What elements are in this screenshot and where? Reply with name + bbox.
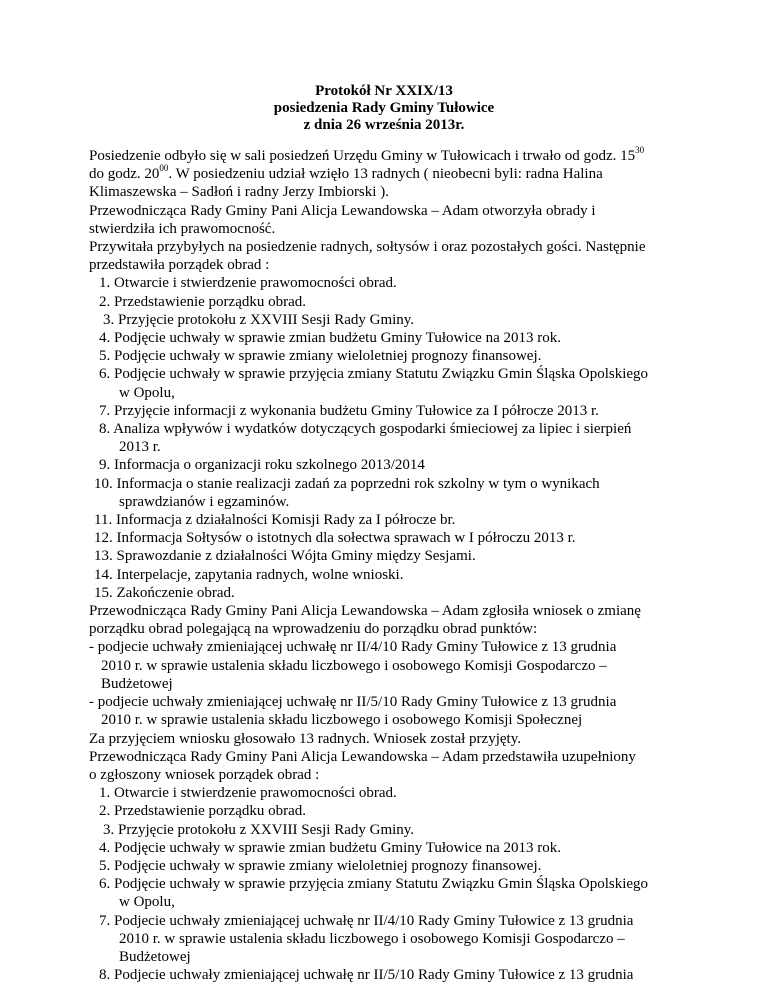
document-date: z dnia 26 września 2013r. [303, 117, 465, 133]
agenda2-item: 3. Przyjęcie protokołu z XXVIII Sesji Rady Gminy. [103, 821, 415, 838]
agenda1-item: 1. Otwarcie i stwierdzenie prawomocności obrad. [99, 275, 397, 292]
agenda1-item: 2. Przedstawienie porządku obrad. [99, 293, 307, 310]
motion-line: Za przyjęciem wniosku głosowało 13 radnych. Wniosek został przyjęty. [89, 730, 521, 747]
document-title: Protokół Nr XXIX/13 [315, 83, 453, 99]
intro-line: do godz. $20^{00}$. W posiedzeniu udział wzięło 13 radnych ( nieobecni byli: radna Halina [89, 163, 603, 183]
intro-line: przedstawiła porządek obrad : [89, 257, 270, 274]
agenda1-item: 5. Podjęcie uchwały w sprawie zmiany wieloletniej prognozy finansowej. [99, 348, 542, 365]
motion-line: porządku obrad polegającą na wprowadzeniu do porządku obrad punktów: [89, 621, 538, 638]
intro-line: Przewodnicząca Rady Gminy Pani Alicja Lewandowska – Adam otworzyła obrady i [89, 202, 596, 219]
motion-line: - podjecie uchwały zmieniającej uchwałę nr II/4/10 Rady Gminy Tułowice z 13 grudnia [89, 639, 617, 656]
agenda2-item: Budżetowej [119, 948, 191, 965]
motion-line: - podjecie uchwały zmieniającej uchwałę nr II/5/10 Rady Gminy Tułowice z 13 grudnia [89, 694, 617, 711]
agenda1-item: 15. Zakończenie obrad. [94, 584, 235, 601]
agenda2-item: 7. Podjecie uchwały zmieniającej uchwałę nr II/4/10 Rady Gminy Tułowice z 13 grudnia [99, 912, 634, 929]
agenda1-item: 13. Sprawozdanie z działalności Wójta Gminy między Sesjami. [94, 548, 476, 565]
agenda2-item: 4. Podjęcie uchwały w sprawie zmian budżetu Gminy Tułowice na 2013 rok. [99, 839, 561, 856]
agenda1-item: sprawdzianów i egzaminów. [119, 493, 290, 510]
intro-line: Przywitała przybyłych na posiedzenie radnych, sołtysów i oraz pozostałych gości. Następnie [89, 239, 646, 256]
agenda2-item: 1. Otwarcie i stwierdzenie prawomocności obrad. [99, 785, 397, 802]
motion-line: Budżetowej [101, 675, 173, 692]
motion-line: Przewodnicząca Rady Gminy Pani Alicja Lewandowska – Adam przedstawiła uzupełniony [89, 748, 636, 765]
agenda2-item: w Opolu, [119, 894, 175, 911]
document-body [89, 147, 689, 984]
agenda2-item: 6. Podjęcie uchwały w sprawie przyjęcia zmiany Statutu Związku Gmin Śląska Opolskiego [99, 876, 649, 893]
intro-line: Klimaszewska – Sadłoń i radny Jerzy Imbiorski ). [89, 184, 389, 201]
document-subtitle: posiedzenia Rady Gminy Tułowice [273, 100, 495, 116]
agenda1-item: 9. Informacja o organizacji roku szkolnego 2013/2014 [99, 457, 425, 474]
intro-line: Posiedzenie odbyło się w sali posiedzeń Urzędu Gminy w Tułowicach i trwało od godz. $15^{30}$ [89, 145, 645, 164]
agenda1-item: 7. Przyjęcie informacji z wykonania budżetu Gminy Tułowice za I półrocze 2013 r. [99, 402, 599, 419]
agenda2-item: 2010 r. w sprawie ustalenia składu liczbowego i osobowego Komisji Gospodarczo – [119, 930, 625, 947]
agenda1-item: 10. Informacja o stanie realizacji zadań za poprzedni rok szkolny w tym o wynikach [94, 475, 600, 492]
agenda2-item: 8. Podjecie uchwały zmieniającej uchwałę nr II/5/10 Rady Gminy Tułowice z 13 grudnia [99, 967, 634, 984]
agenda1-item: 8. Analiza wpływów i wydatków dotyczących gospodarki śmieciowej za lipiec i sierpień [99, 421, 632, 438]
agenda1-item: 11. Informacja z działalności Komisji Rady za I półrocze br. [94, 512, 456, 529]
motion-line: Przewodnicząca Rady Gminy Pani Alicja Lewandowska – Adam zgłosiła wniosek o zmianę [89, 603, 641, 620]
agenda1-item: 6. Podjęcie uchwały w sprawie przyjęcia zmiany Statutu Związku Gmin Śląska Opolskiego [99, 366, 649, 383]
intro-line: stwierdziła ich prawomocność. [89, 220, 276, 237]
agenda2-item: 5. Podjęcie uchwały w sprawie zmiany wieloletniej prognozy finansowej. [99, 857, 542, 874]
agenda1-item: 2013 r. [119, 439, 161, 456]
motion-line: 2010 r. w sprawie ustalenia składu liczbowego i osobowego Komisji Gospodarczo – [101, 657, 607, 674]
agenda1-item: 12. Informacja Sołtysów o istotnych dla sołectwa sprawach w I półroczu 2013 r. [94, 530, 576, 547]
agenda1-item: w Opolu, [119, 384, 175, 401]
agenda1-item: 4. Podjęcie uchwały w sprawie zmian budżetu Gminy Tułowice na 2013 rok. [99, 330, 561, 347]
motion-line: o zgłoszony wniosek porządek obrad : [89, 766, 320, 783]
motion-line: 2010 r. w sprawie ustalenia składu liczbowego i osobowego Komisji Społecznej [101, 712, 583, 729]
agenda2-item: 2. Przedstawienie porządku obrad. [99, 803, 307, 820]
agenda1-item: 14. Interpelacje, zapytania radnych, wolne wnioski. [94, 566, 404, 583]
agenda1-item: 3. Przyjęcie protokołu z XXVIII Sesji Rady Gminy. [103, 311, 415, 328]
